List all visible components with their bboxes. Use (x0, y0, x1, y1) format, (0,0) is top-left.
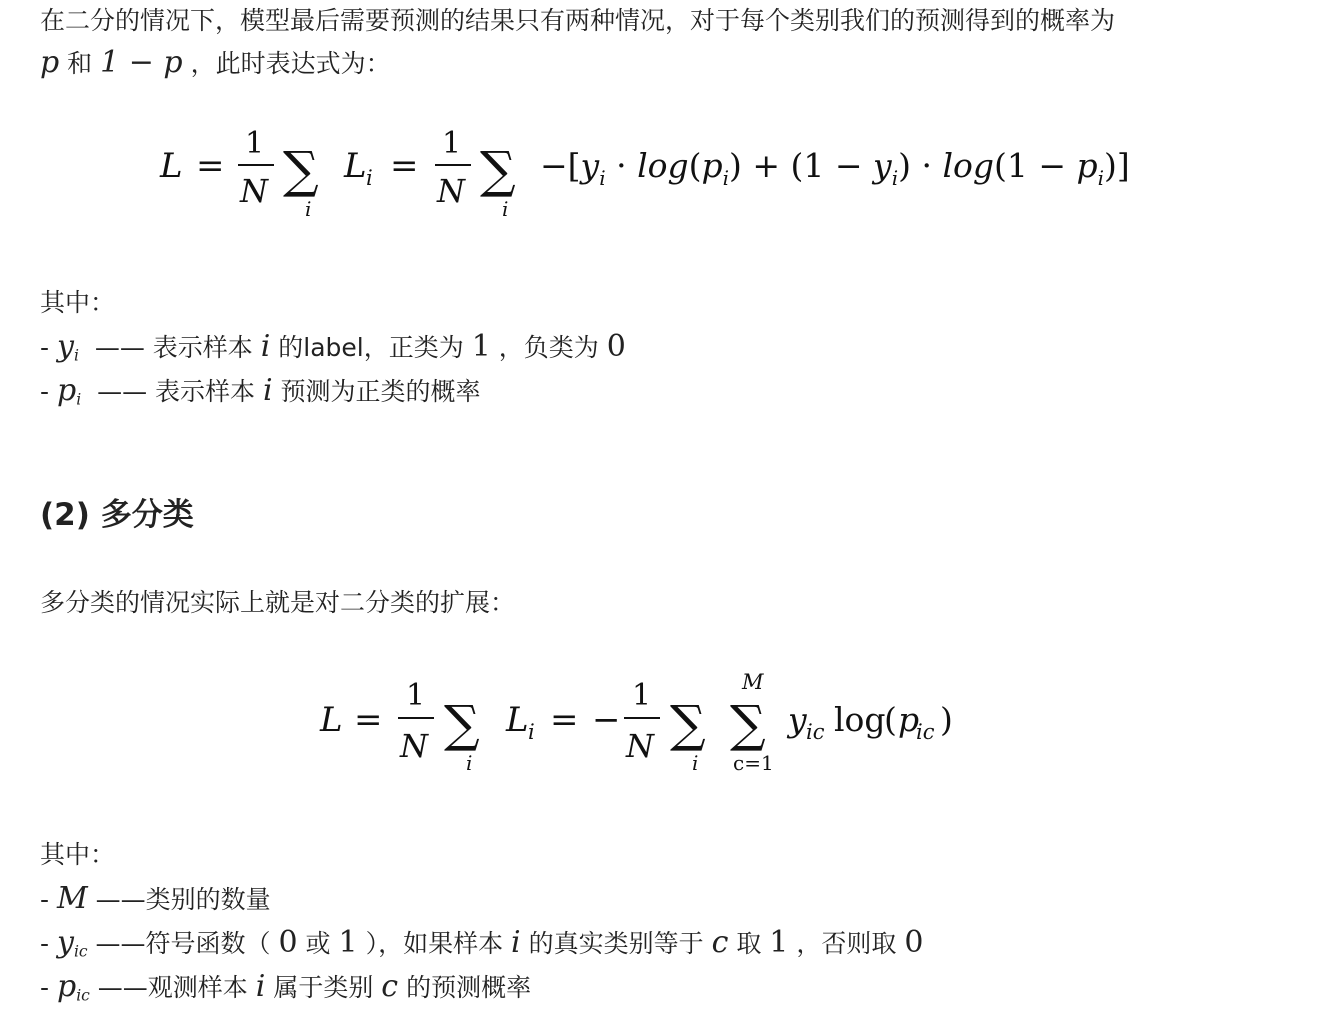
f2-rparen: ) (940, 700, 953, 739)
f2-i-a: i (466, 751, 473, 775)
binary-loss-formula (150, 115, 1130, 230)
f1-one-b: 1 (442, 126, 462, 161)
f1-one-a: 1 (245, 126, 265, 161)
f2-N-a: N (400, 727, 428, 765)
f2-minus: − (592, 700, 621, 740)
f2-y: y (788, 700, 807, 739)
math-p: p (56, 373, 77, 408)
f2-M: M (742, 670, 764, 694)
f2-one-a: 1 (406, 678, 426, 713)
f1-eq1: = (196, 146, 225, 186)
math-one-minus-p: 1 − p (100, 45, 183, 80)
intro-tail: ，此时表达式为： (190, 49, 391, 78)
f2-p: p (898, 700, 920, 739)
list-item: - $y_{ic}$ ——符号函数（ 0 或 1 ），如果样本 i 的真实类别等于 c 取 1 ，否则取 0 (40, 925, 924, 961)
f2-i-b: i (692, 751, 699, 775)
math-p-ic: p (56, 969, 77, 1004)
intro-line-1 (40, 4, 1115, 38)
f2-Li: L (506, 700, 529, 740)
f1-L: L (160, 146, 183, 186)
f2-N-b: N (626, 727, 654, 765)
multiclass-loss-formula (310, 665, 970, 785)
list-item: - $p_i$ —— 表示样本 i 预测为正类的概率 (40, 373, 481, 409)
math-p: p (40, 45, 60, 80)
f2-L: L (320, 700, 343, 740)
f2-eq2: = (550, 700, 579, 740)
f1-N-a: N (240, 172, 268, 210)
f1-Li-sub: i (366, 166, 373, 190)
f2-sum-b: ∑ (670, 695, 706, 753)
intro-text: 在二分的情况下，模型最后需要预测的结果只有两种情况，对于每个类别我们的预测得到的概率为 (40, 6, 1116, 35)
math-y: y (56, 329, 74, 364)
f1-i-a: i (305, 197, 312, 221)
f2-log: log (834, 700, 886, 739)
f2-one-b: 1 (632, 678, 652, 713)
f2-c-eq-1: c=1 (733, 751, 774, 775)
multiclass-intro: 多分类的情况实际上就是对二分类的扩展： (40, 588, 516, 617)
f2-Li-sub: i (528, 720, 535, 744)
f2-lparen: ( (884, 700, 897, 739)
where-label-2: 其中： (40, 840, 116, 869)
f1-rhs: $-[y_i \cdot \log(p_i) + (1 - y_i) \cdot \log(1 - p_i)]$ (540, 146, 1130, 190)
f1-Li: L (344, 146, 367, 186)
section-title-multiclass: (2) 多分类 (40, 497, 194, 533)
f1-N-b: N (437, 172, 465, 210)
f2-sum-c: ∑ (730, 695, 766, 753)
f1-sum-a: ∑ (283, 141, 319, 199)
list-item: - M ——类别的数量 (40, 881, 271, 916)
intro-line-2 (40, 46, 391, 81)
f2-y-sub: ic (806, 720, 825, 744)
f1-sum-b: ∑ (480, 141, 516, 199)
intro-and: 和 (67, 49, 93, 78)
where-label-1: 其中： (40, 288, 116, 317)
f1-eq2: = (390, 146, 419, 186)
f2-p-sub: ic (916, 720, 935, 744)
f1-i-b: i (502, 197, 509, 221)
f2-sum-a: ∑ (444, 695, 480, 753)
list-item: - $y_i$ —— 表示样本 i 的label，正类为 1 ，负类为 0 (40, 329, 626, 365)
list-item: - $p_{ic}$ ——观测样本 i 属于类别 c 的预测概率 (40, 969, 532, 1005)
math-M: M (56, 881, 88, 916)
f2-eq1: = (354, 700, 383, 740)
math-y-ic: y (56, 925, 74, 960)
